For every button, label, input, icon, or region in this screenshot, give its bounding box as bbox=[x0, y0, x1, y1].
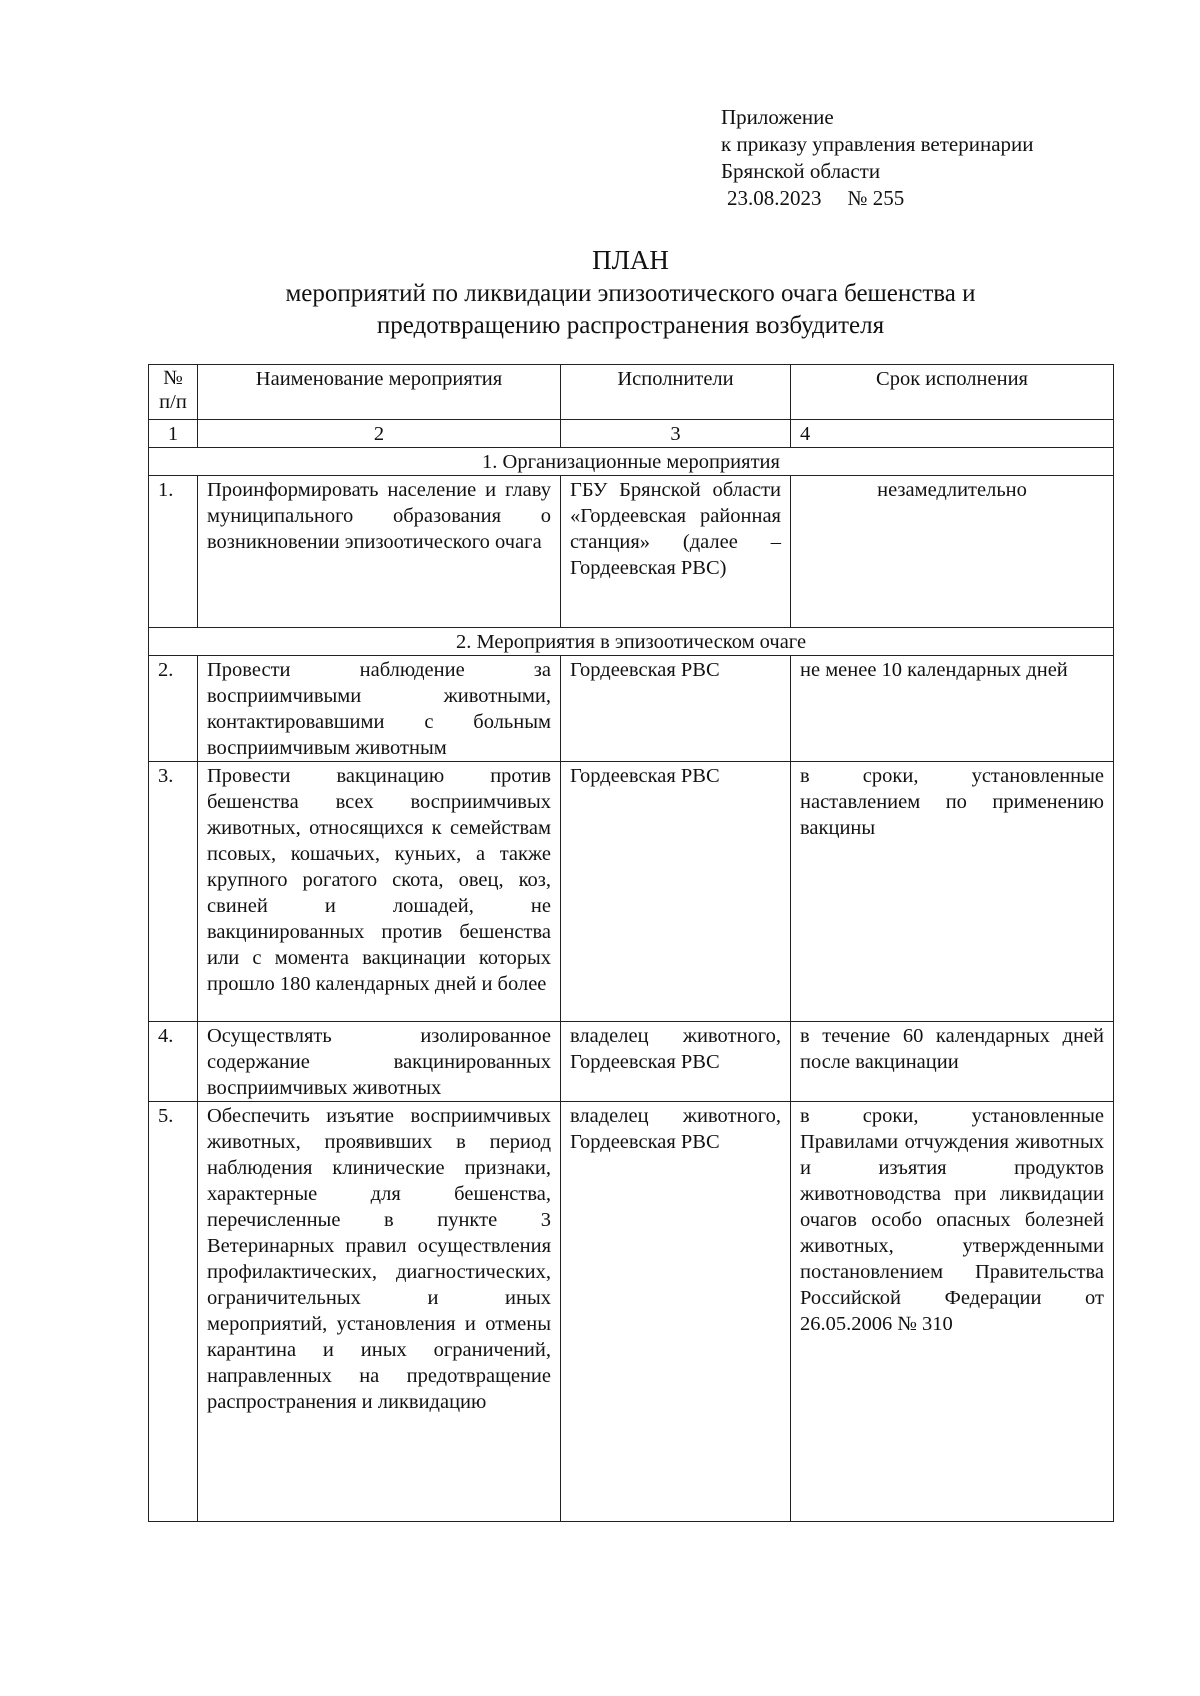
row-executors: ГБУ Брянской области «Гордеевская районная станция» (далее – Гордеевская РВС) bbox=[561, 476, 791, 628]
row-deadline: в сроки, установленные Правилами отчуждения животных и изъятия продуктов животноводства при ликвидации очагов особо опасных болезней животных, утвержденными постановлением Правительства Российской Федерации от 26.05.2006 № 310 bbox=[791, 1102, 1114, 1522]
row-number: 4. bbox=[149, 1022, 198, 1102]
table-row bbox=[149, 656, 1114, 762]
order-date: 23.08.2023 bbox=[727, 186, 822, 210]
header-executors: Исполнители bbox=[561, 365, 791, 420]
section-title: 2. Мероприятия в эпизоотическом очаге bbox=[149, 628, 1114, 656]
table-row bbox=[149, 762, 1114, 1022]
appendix-header bbox=[721, 104, 1034, 212]
document-title: ПЛАН bbox=[592, 245, 669, 275]
row-executors: владелец животного, Гордеевская РВС bbox=[561, 1022, 791, 1102]
column-index-cell: 4 bbox=[791, 420, 1114, 448]
column-index-cell: 1 bbox=[149, 420, 198, 448]
section-title: 1. Организационные мероприятия bbox=[149, 448, 1114, 476]
order-number: № 255 bbox=[847, 186, 905, 210]
column-index-cell: 2 bbox=[198, 420, 561, 448]
row-deadline: незамедлительно bbox=[791, 476, 1114, 628]
table-row bbox=[149, 1102, 1114, 1522]
document-subtitle-line-1: мероприятий по ликвидации эпизоотического очага бешенства и bbox=[285, 280, 976, 307]
plan-table bbox=[148, 364, 1114, 1522]
row-number: 1. bbox=[149, 476, 198, 628]
appendix-line-3: Брянской области bbox=[721, 159, 881, 183]
appendix-line-2: к приказу управления ветеринарии bbox=[721, 132, 1034, 156]
appendix-date-line bbox=[721, 185, 1034, 212]
row-deadline: не менее 10 календарных дней bbox=[791, 656, 1114, 762]
appendix-line-1: Приложение bbox=[721, 105, 834, 129]
row-name: Обеспечить изъятие восприимчивых животных, проявивших в период наблюдения клинические признаки, характерные для бешенства, перечисленные в пункте 3 Ветеринарных правил осуществления профилактических, диагностических, ограничительных и иных мероприятий, установления и отмены карантина и иных ограничений, направленных на предотвращение распространения и ликвидацию bbox=[198, 1102, 561, 1522]
row-number: 2. bbox=[149, 656, 198, 762]
row-deadline: в течение 60 календарных дней после вакцинации bbox=[791, 1022, 1114, 1102]
row-deadline: в сроки, установленные наставлением по применению вакцины bbox=[791, 762, 1114, 1022]
row-executors: Гордеевская РВС bbox=[561, 656, 791, 762]
row-name: Осуществлять изолированное содержание вакцинированных восприимчивых животных bbox=[198, 1022, 561, 1102]
row-name: Провести наблюдение за восприимчивыми животными, контактировавшими с больным восприимчивым животным bbox=[198, 656, 561, 762]
row-number: 3. bbox=[149, 762, 198, 1022]
table-row bbox=[149, 1022, 1114, 1102]
row-number: 5. bbox=[149, 1102, 198, 1522]
document-subtitle-line-2: предотвращению распространения возбудителя bbox=[376, 312, 885, 339]
column-index-row bbox=[149, 420, 1114, 448]
column-index-cell: 3 bbox=[561, 420, 791, 448]
section-row bbox=[149, 448, 1114, 476]
row-executors: Гордеевская РВС bbox=[561, 762, 791, 1022]
table-row bbox=[149, 476, 1114, 628]
section-row bbox=[149, 628, 1114, 656]
row-name: Проинформировать население и главу муниципального образования о возникновении эпизоотического очага bbox=[198, 476, 561, 628]
header-number: № п/п bbox=[149, 365, 198, 420]
header-row bbox=[149, 365, 1114, 420]
row-name: Провести вакцинацию против бешенства всех восприимчивых животных, относящихся к семействам псовых, кошачьих, куньих, а также крупного рогатого скота, овец, коз, свиней и лошадей, не вакцинированных против бешенства или с момента вакцинации которых прошло 180 календарных дней и более bbox=[198, 762, 561, 1022]
header-name: Наименование мероприятия bbox=[198, 365, 561, 420]
header-deadline: Срок исполнения bbox=[791, 365, 1114, 420]
row-executors: владелец животного, Гордеевская РВС bbox=[561, 1102, 791, 1522]
